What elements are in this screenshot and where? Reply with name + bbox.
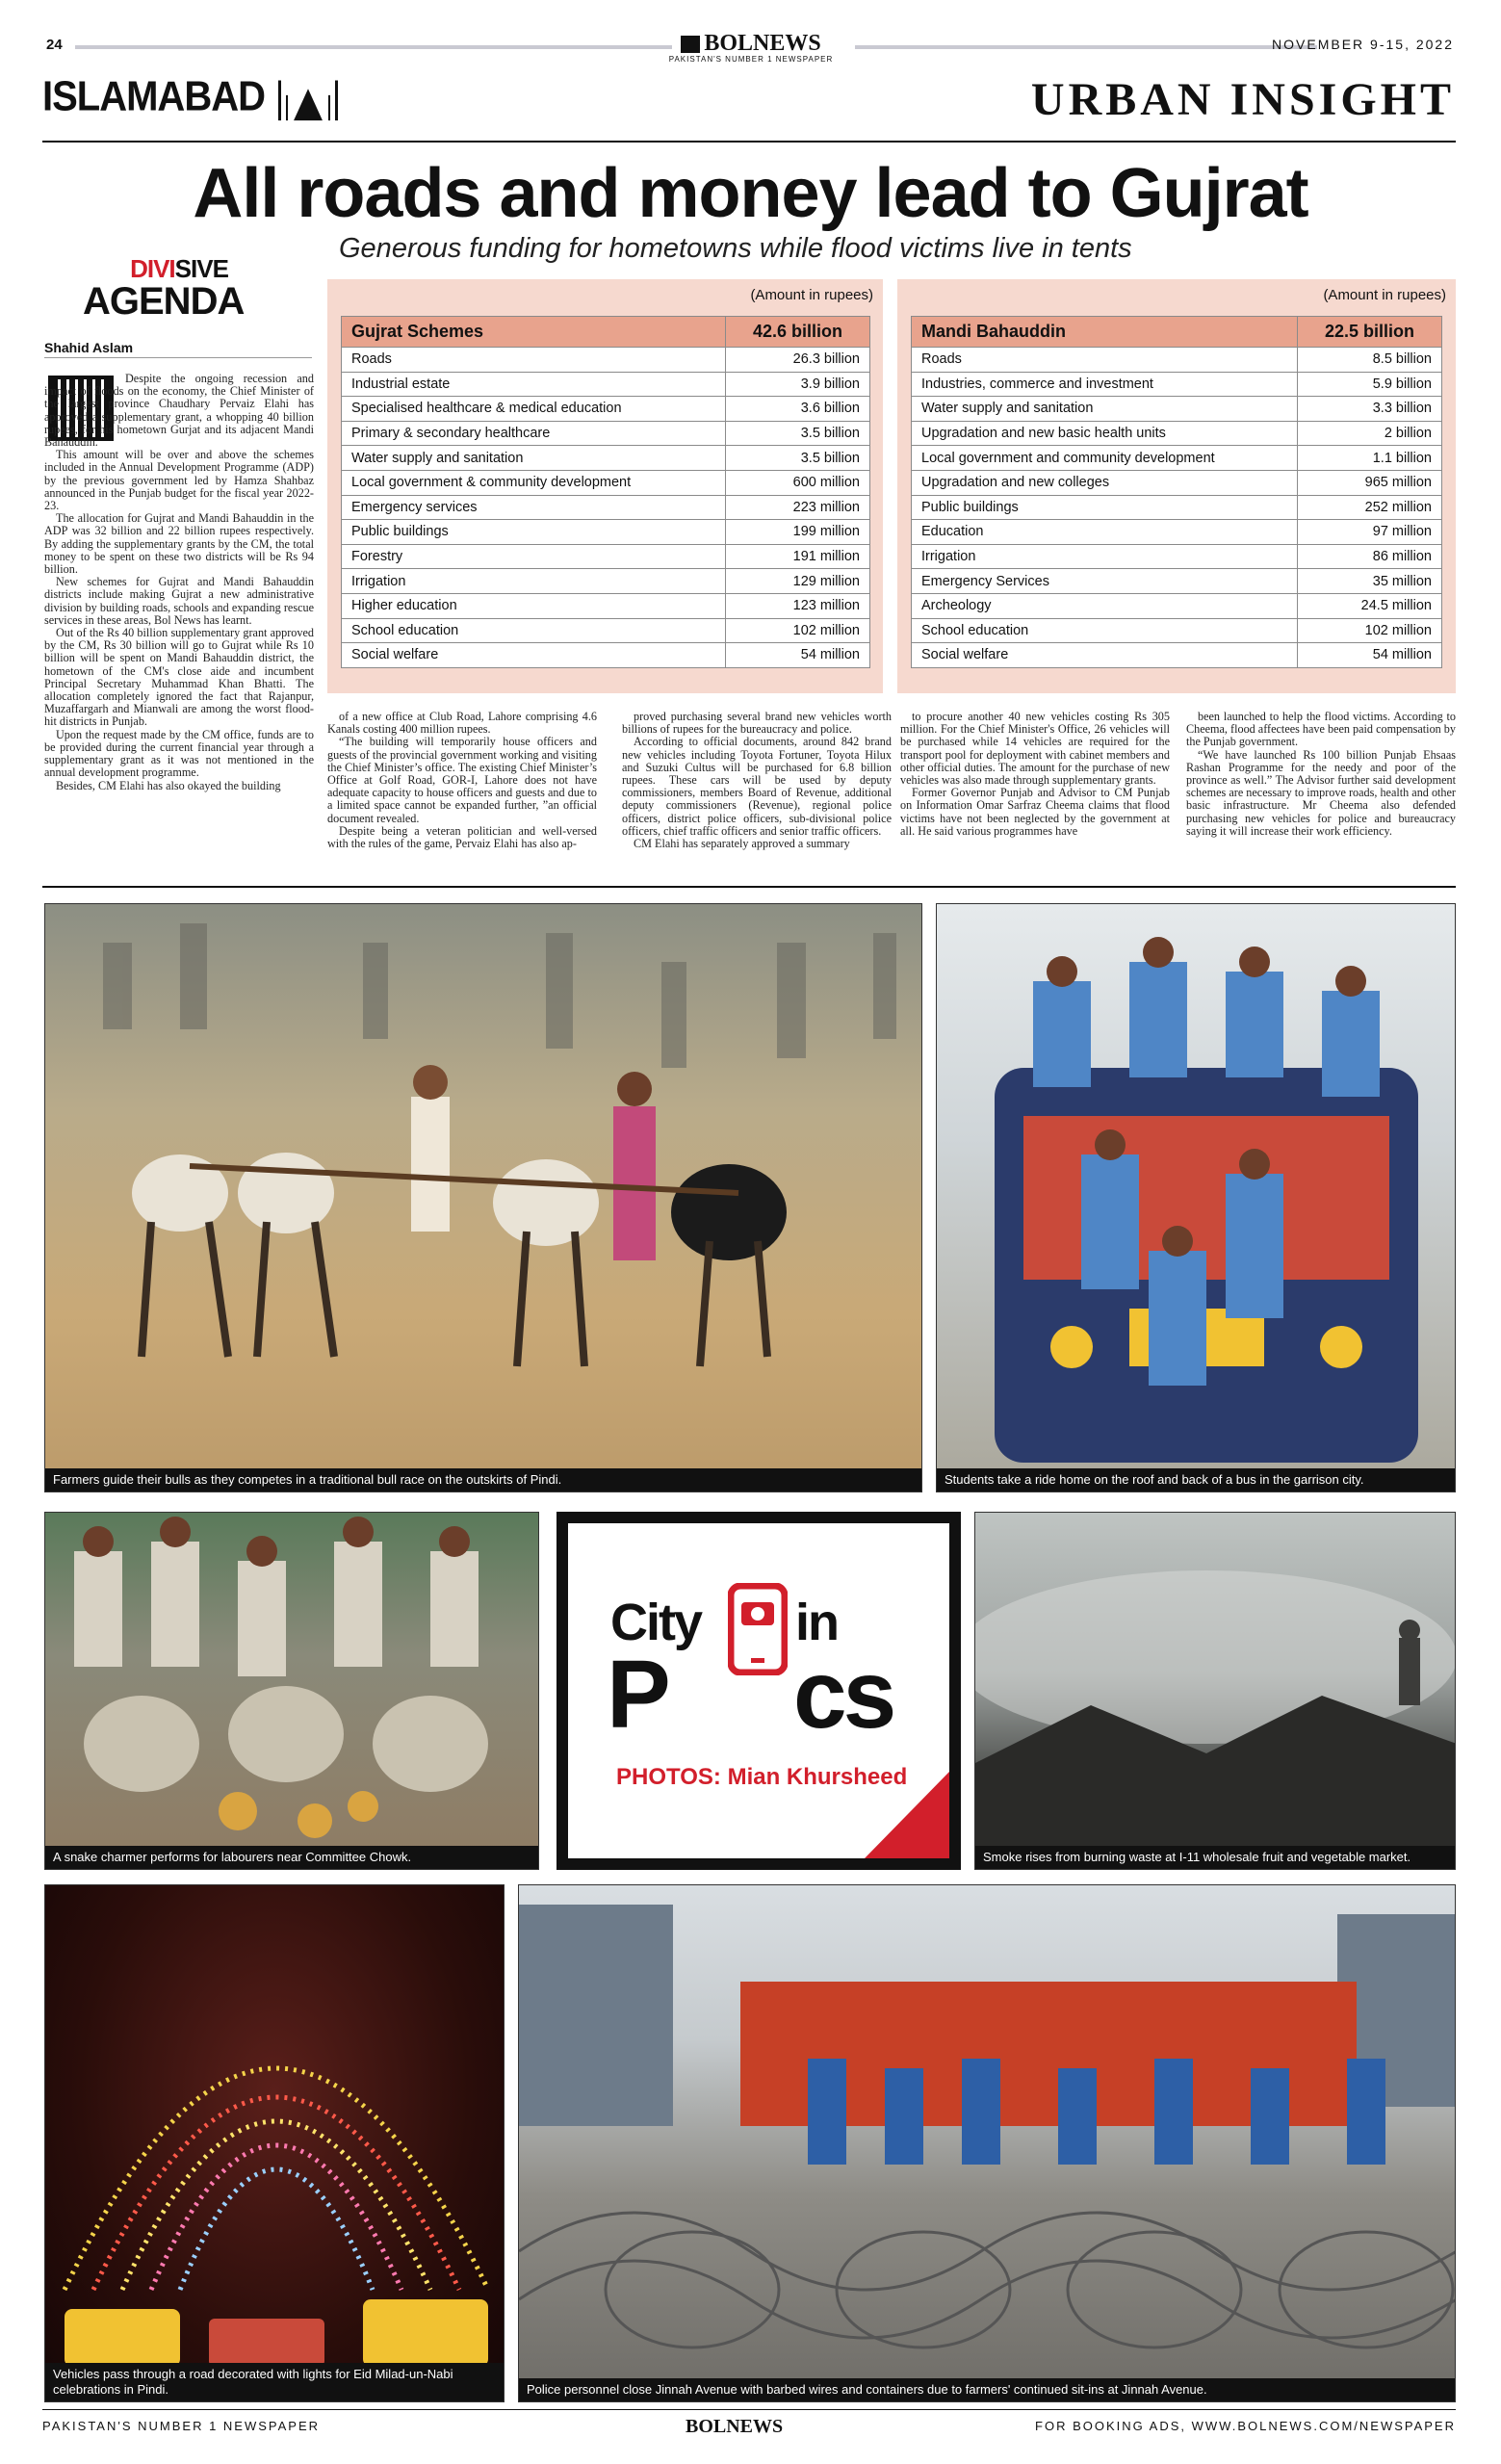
photo-bull-race[interactable] bbox=[44, 903, 922, 1492]
scheme-name: Public buildings bbox=[342, 520, 726, 545]
badge-word-city: City bbox=[610, 1594, 702, 1651]
scheme-amount: 3.9 billion bbox=[726, 372, 870, 397]
series-badge bbox=[83, 254, 275, 323]
table-total: 22.5 billion bbox=[1298, 317, 1442, 348]
table-row bbox=[912, 569, 1442, 594]
bull-race-illustration bbox=[45, 904, 922, 1492]
article-column-1 bbox=[44, 373, 314, 792]
paragraph: New schemes for Gujrat and Mandi Bahauddin districts include making Gujrat a new administrative division by building roads, schools and expanding rescue services in these areas, Bol News has learnt. bbox=[44, 575, 314, 627]
photo-snake-charmer[interactable] bbox=[44, 1512, 539, 1870]
scheme-amount: 3.5 billion bbox=[726, 446, 870, 471]
paragraph: proved purchasing several brand new vehicles worth billions of rupees for the bureaucracy and police. bbox=[622, 710, 892, 737]
table-row bbox=[912, 643, 1442, 668]
header-rule bbox=[42, 141, 1456, 143]
scheme-amount: 8.5 billion bbox=[1298, 348, 1442, 373]
mandi-bahauddin-table bbox=[911, 316, 1442, 668]
table-row bbox=[912, 446, 1442, 471]
scheme-amount: 24.5 million bbox=[1298, 593, 1442, 618]
subheadline: Generous funding for hometowns while flood victims live in tents bbox=[339, 233, 1132, 264]
amount-note: (Amount in rupees) bbox=[750, 287, 873, 303]
badge-letter-p: P bbox=[607, 1641, 671, 1749]
scheme-amount: 86 million bbox=[1298, 544, 1442, 569]
phone-camera-icon bbox=[728, 1583, 788, 1675]
scheme-name: Higher education bbox=[342, 593, 726, 618]
scheme-name: Social welfare bbox=[342, 643, 726, 668]
divider bbox=[855, 45, 1317, 49]
scheme-amount: 129 million bbox=[726, 569, 870, 594]
table-row bbox=[912, 495, 1442, 520]
table-row bbox=[912, 348, 1442, 373]
photo-bus[interactable] bbox=[936, 903, 1456, 1492]
table-row bbox=[912, 544, 1442, 569]
scheme-name: Forestry bbox=[342, 544, 726, 569]
scheme-amount: 26.3 billion bbox=[726, 348, 870, 373]
scheme-name: Water supply and sanitation bbox=[912, 397, 1298, 422]
footer-right: FOR BOOKING ADS, WWW.BOLNEWS.COM/NEWSPAPER bbox=[1035, 2419, 1456, 2433]
table-title: Gujrat Schemes bbox=[342, 317, 726, 348]
scheme-amount: 1.1 billion bbox=[1298, 446, 1442, 471]
scheme-name: Roads bbox=[912, 348, 1298, 373]
section-title-right: URBAN INSIGHT bbox=[1030, 74, 1455, 125]
scheme-name: Industries, commerce and investment bbox=[912, 372, 1298, 397]
footer-logo: BOLNEWS bbox=[686, 2416, 784, 2437]
bus-illustration bbox=[937, 904, 1456, 1492]
table-total: 42.6 billion bbox=[726, 317, 870, 348]
mandi-table-box bbox=[897, 279, 1456, 693]
police-barricade-illustration bbox=[519, 1885, 1456, 2402]
scheme-amount: 252 million bbox=[1298, 495, 1442, 520]
scheme-amount: 123 million bbox=[726, 593, 870, 618]
photo-police[interactable] bbox=[518, 1884, 1456, 2402]
scheme-amount: 54 million bbox=[1298, 643, 1442, 668]
table-row bbox=[342, 544, 870, 569]
scheme-name: Social welfare bbox=[912, 643, 1298, 668]
scheme-amount: 3.5 billion bbox=[726, 421, 870, 446]
logo-tagline: PAKISTAN'S NUMBER 1 NEWSPAPER bbox=[668, 55, 834, 64]
table-row bbox=[912, 618, 1442, 643]
scheme-amount: 102 million bbox=[1298, 618, 1442, 643]
issue-date: NOVEMBER 9-15, 2022 bbox=[1272, 37, 1454, 52]
scheme-amount: 600 million bbox=[726, 470, 870, 495]
table-row bbox=[342, 643, 870, 668]
paragraph: to procure another 40 new vehicles costing Rs 305 million. For the Chief Minister's Office, 26 vehicles will be purchased while 14 vehicles are required for the transport pool for deployment with cabinet members and other official duties. The amount for the purchase of new vehicles was also made through supplementary grants. bbox=[900, 710, 1170, 788]
table-row bbox=[342, 397, 870, 422]
gujrat-table-box bbox=[327, 279, 883, 693]
paragraph: This amount will be over and above the schemes included in the Annual Development Programme (ADP) by the previous government led by Hamza Shahbaz announced in the Punjab budget for the fiscal year 2022-23. bbox=[44, 448, 314, 513]
byline: Shahid Aslam bbox=[44, 340, 312, 358]
section-title-left bbox=[42, 73, 342, 121]
scheme-name: Roads bbox=[342, 348, 726, 373]
table-row bbox=[342, 520, 870, 545]
snake-charmer-illustration bbox=[45, 1513, 539, 1870]
paragraph: The allocation for Gujrat and Mandi Bahauddin in the ADP was 32 billion and 22 billion rupees respectively. By adding the supplementary grants by the CM, the total money to be spent on these two districts will be Rs 94 billion. bbox=[44, 511, 314, 577]
badge-word-cs: cs bbox=[793, 1641, 893, 1749]
lights-tunnel-illustration bbox=[45, 1885, 505, 2402]
article-column-5 bbox=[1186, 711, 1456, 838]
article-column-3 bbox=[622, 711, 892, 850]
scheme-name: Upgradation and new basic health units bbox=[912, 421, 1298, 446]
paragraph: Former Governor Punjab and Advisor to CM Punjab on Information Omar Sarfraz Cheema claims that flood victims have not been neglected by the government at all. He said various programmes have bbox=[900, 786, 1170, 838]
footer-rule bbox=[42, 2409, 1456, 2410]
scheme-name: Irrigation bbox=[342, 569, 726, 594]
scheme-name: Emergency services bbox=[342, 495, 726, 520]
paragraph: Despite the ongoing recession and impact of floods on the economy, the Chief Minister of the largest province Chaudhary Pervaiz Elahi has approved a supplementary grant, a whopping 40 billion rupees, for his hometown Gurjat and its adjacent Mandi Bahauddin. bbox=[44, 372, 314, 450]
scheme-name: Education bbox=[912, 520, 1298, 545]
scheme-name: School education bbox=[912, 618, 1298, 643]
paragraph: CM Elahi has separately approved a summary bbox=[634, 837, 850, 851]
table-row bbox=[912, 397, 1442, 422]
scheme-name: Archeology bbox=[912, 593, 1298, 618]
scheme-name: Emergency Services bbox=[912, 569, 1298, 594]
table-row bbox=[912, 372, 1442, 397]
scheme-name: Local government & community development bbox=[342, 470, 726, 495]
table-row bbox=[912, 421, 1442, 446]
photo-lights[interactable] bbox=[44, 1884, 505, 2402]
article-column-2 bbox=[327, 711, 597, 850]
photo-caption: Smoke rises from burning waste at I-11 wholesale fruit and vegetable market. bbox=[975, 1846, 1455, 1869]
scheme-name: Water supply and sanitation bbox=[342, 446, 726, 471]
mosque-icon bbox=[274, 74, 342, 120]
bol-logo-icon bbox=[681, 36, 700, 53]
table-row bbox=[342, 593, 870, 618]
scheme-amount: 191 million bbox=[726, 544, 870, 569]
article-column-4 bbox=[900, 711, 1170, 838]
photo-caption: A snake charmer performs for labourers near Committee Chowk. bbox=[45, 1846, 538, 1869]
paragraph: Besides, CM Elahi has also okayed the building bbox=[56, 778, 281, 792]
table-row bbox=[342, 348, 870, 373]
table-header-row bbox=[912, 317, 1442, 348]
table-header-row bbox=[342, 317, 870, 348]
scheme-name: Irrigation bbox=[912, 544, 1298, 569]
table-row bbox=[342, 618, 870, 643]
photo-smoke[interactable] bbox=[974, 1512, 1456, 1870]
table-title: Mandi Bahauddin bbox=[912, 317, 1298, 348]
paragraph: According to official documents, around 842 brand new vehicles including Toyota Fortuner, Toyota Hilux and Suzuki Cultus will be purchased for 6.8 billion rupees. These cars will be used by deputy commissioners, members Board of Revenue, additional deputy commissioners (Revenue), regional police officers, district police officers, sub-divisional police officers, chief traffic officers and senior traffic officers. bbox=[622, 735, 892, 838]
table-row bbox=[912, 470, 1442, 495]
scheme-name: Local government and community development bbox=[912, 446, 1298, 471]
photo-credit: PHOTOS: Mian Khursheed bbox=[616, 1764, 908, 1790]
footer-left: PAKISTAN'S NUMBER 1 NEWSPAPER bbox=[42, 2419, 321, 2433]
paragraph: Out of the Rs 40 billion supplementary grant approved by the CM, Rs 30 billion will go to Gujrat while Rs 10 billion will be spent on Mandi Bahauddin district, the hometown of the CM's close aide and incumbent Principal Secretary Muhammad Khan Bhatti. The allocation completely ignored the fact that Rajanpur, Muzaffargarh and Mianwali are among the worst flood-hit districts in Punjab. bbox=[44, 626, 314, 729]
table-row bbox=[342, 495, 870, 520]
photo-caption: Vehicles pass through a road decorated with lights for Eid Milad-un-Nabi celebrations in Pindi. bbox=[45, 2363, 504, 2401]
table-row bbox=[912, 593, 1442, 618]
scheme-amount: 2 billion bbox=[1298, 421, 1442, 446]
logo-name: BOLNEWS bbox=[704, 31, 821, 56]
scheme-name: Upgradation and new colleges bbox=[912, 470, 1298, 495]
section-rule bbox=[42, 886, 1456, 888]
scheme-amount: 199 million bbox=[726, 520, 870, 545]
paragraph: “We have launched Rs 100 billion Punjab Ehsaas Rashan Programme for the needy and poor of the province as well.” The Advisor further said development schemes are necessary to improve roads, health and other basic infrastructure. Mr Cheema also defended purchasing new vehicles for police and bureaucracy saying it will increase their work efficiency. bbox=[1186, 747, 1456, 838]
scheme-name: Public buildings bbox=[912, 495, 1298, 520]
amount-note: (Amount in rupees) bbox=[1323, 287, 1446, 303]
series-label-dark: SIVE bbox=[174, 254, 228, 283]
scheme-name: Industrial estate bbox=[342, 372, 726, 397]
scheme-name: Primary & secondary healthcare bbox=[342, 421, 726, 446]
scheme-amount: 97 million bbox=[1298, 520, 1442, 545]
scheme-amount: 5.9 billion bbox=[1298, 372, 1442, 397]
scheme-amount: 35 million bbox=[1298, 569, 1442, 594]
page-number: 24 bbox=[46, 37, 63, 53]
scheme-amount: 223 million bbox=[726, 495, 870, 520]
series-label-bottom: AGENDA bbox=[83, 280, 245, 323]
scheme-name: Specialised healthcare & medical education bbox=[342, 397, 726, 422]
scheme-name: School education bbox=[342, 618, 726, 643]
headline: All roads and money lead to Gujrat bbox=[193, 155, 1308, 232]
paragraph: Upon the request made by the CM office, funds are to be provided during the current financial year through a supplementary grant as it was not mentioned in the annual development programme. bbox=[44, 727, 314, 780]
table-row bbox=[342, 372, 870, 397]
paragraph: “The building will temporarily house officers and guests of the provincial government working and visiting the Chief Minister’s office. The existing Chief Minister’s Office at Golf Road, GOR-I, Lahore does not have adequate capacity to house officers and guests and due to a limited space cannot be expanded further, ”an official document revealed. bbox=[327, 735, 597, 825]
table-row bbox=[342, 470, 870, 495]
photo-caption: Farmers guide their bulls as they competes in a traditional bull race on the outskirts of Pindi. bbox=[45, 1468, 921, 1491]
photo-caption: Students take a ride home on the roof and back of a bus in the garrison city. bbox=[937, 1468, 1455, 1491]
scheme-amount: 102 million bbox=[726, 618, 870, 643]
table-row bbox=[342, 421, 870, 446]
table-row bbox=[912, 520, 1442, 545]
scheme-amount: 54 million bbox=[726, 643, 870, 668]
paragraph: been launched to help the flood victims. According to Cheema, flood affectees have been paid compensation by the Punjab government. bbox=[1186, 710, 1456, 749]
masthead-logo bbox=[664, 31, 838, 64]
city-in-pics-badge bbox=[556, 1512, 961, 1870]
section-left-text: ISLAMABAD bbox=[42, 72, 265, 120]
series-label-red: DIVI bbox=[130, 254, 175, 283]
table-row bbox=[342, 569, 870, 594]
scheme-amount: 3.6 billion bbox=[726, 397, 870, 422]
scheme-amount: 965 million bbox=[1298, 470, 1442, 495]
photo-caption: Police personnel close Jinnah Avenue with barbed wires and containers due to farmers' continued sit-ins at Jinnah Avenue. bbox=[519, 2378, 1455, 2401]
scheme-amount: 3.3 billion bbox=[1298, 397, 1442, 422]
table-row bbox=[342, 446, 870, 471]
badge-word-in: in bbox=[795, 1594, 838, 1651]
paragraph: of a new office at Club Road, Lahore comprising 4.6 Kanals costing 400 million rupees. bbox=[327, 710, 597, 737]
gujrat-schemes-table bbox=[341, 316, 870, 668]
divider bbox=[75, 45, 672, 49]
paragraph: Despite being a veteran politician and well-versed with the rules of the game, Pervaiz Elahi has also ap- bbox=[327, 823, 597, 851]
smoke-illustration bbox=[975, 1513, 1456, 1870]
